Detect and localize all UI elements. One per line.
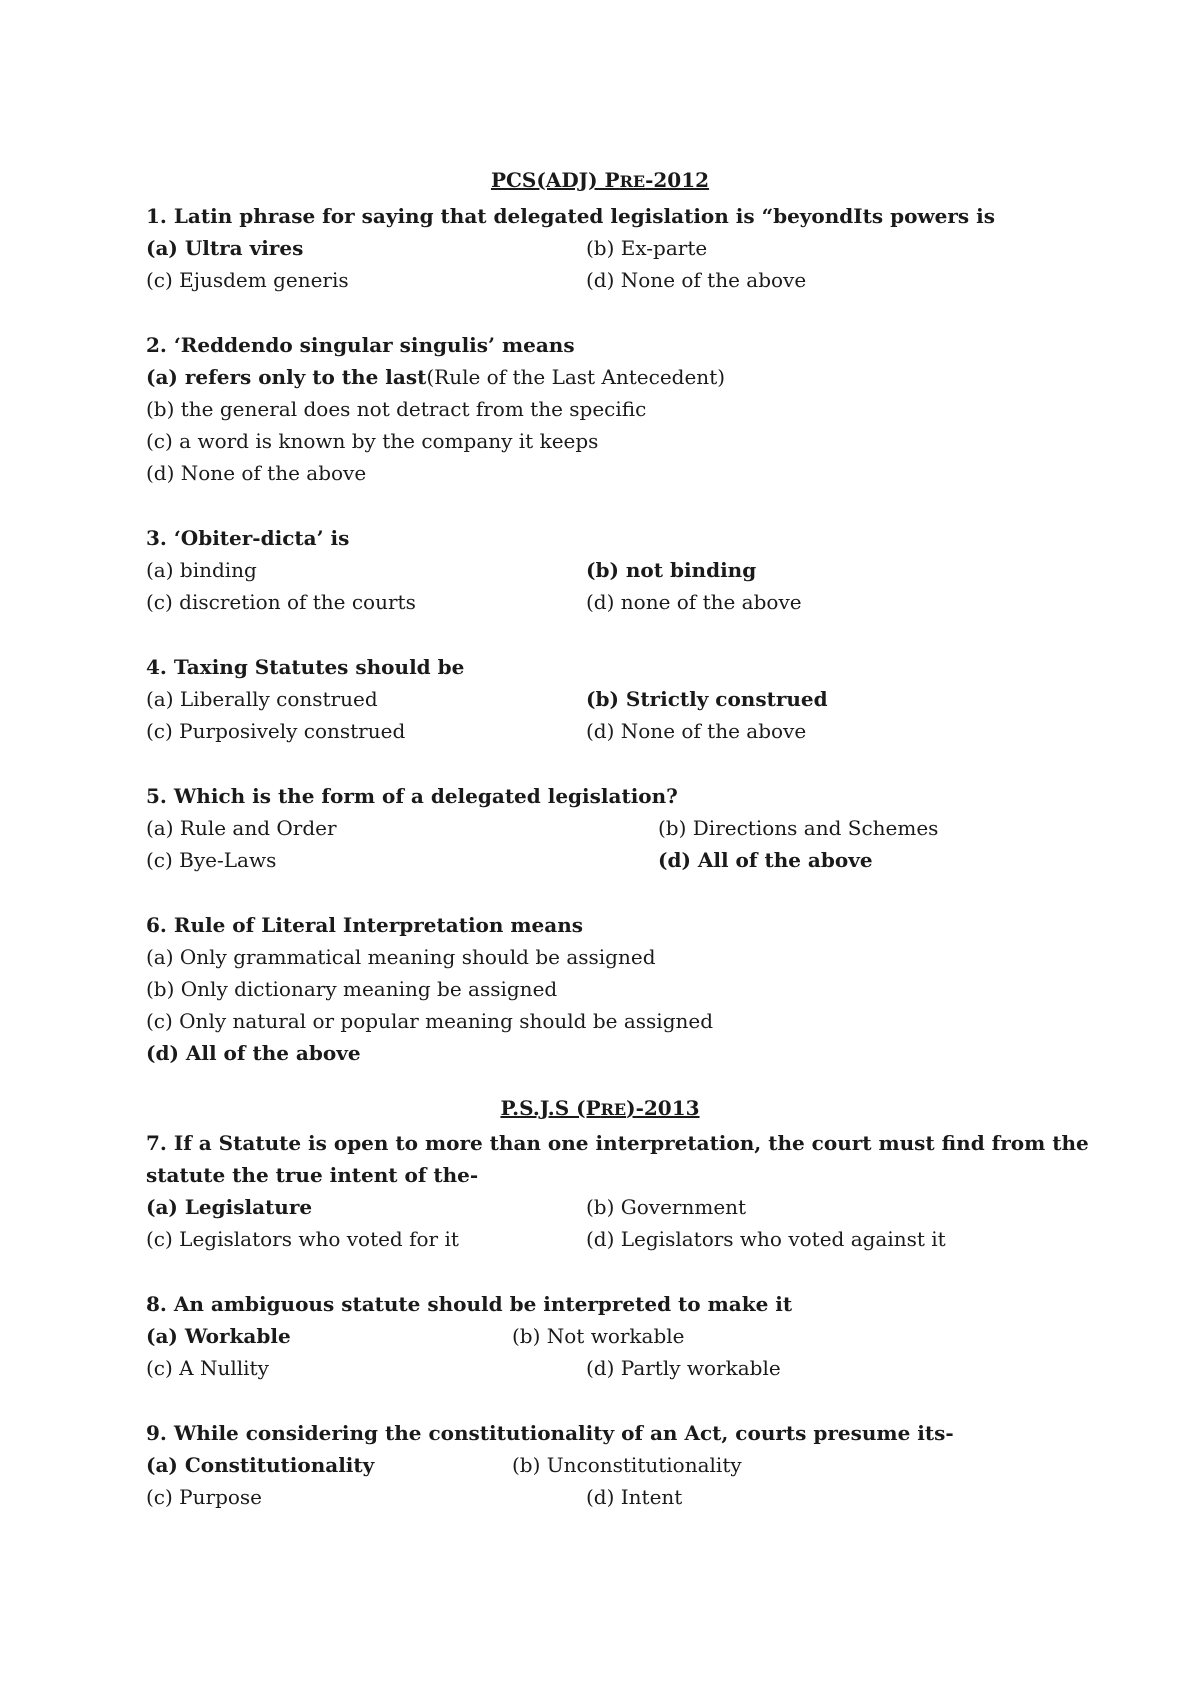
- heading-text: P.S.J.S (P: [500, 1096, 601, 1120]
- q2-option-a: [146, 364, 725, 390]
- question-7-line-2: statute the true intent of the-: [146, 1163, 479, 1187]
- question-7-line-1: 7. If a Statute is open to more than one interpretation, the court must find from the: [146, 1131, 1089, 1155]
- heading-smallcaps: RE: [619, 172, 646, 191]
- q8-option-d: (d) Partly workable: [586, 1356, 781, 1380]
- q6-option-c: (c) Only natural or popular meaning should be assigned: [146, 1009, 714, 1033]
- q1-option-b: (b) Ex-parte: [586, 236, 708, 260]
- q4-option-d: (d) None of the above: [586, 719, 807, 743]
- q6-option-b: (b) Only dictionary meaning be assigned: [146, 977, 558, 1001]
- q9-option-b: (b) Unconstitutionality: [512, 1453, 742, 1477]
- q6-option-d: (d) All of the above: [146, 1041, 361, 1065]
- question-2: 2. ‘Reddendo singular singulis’ means: [146, 333, 575, 357]
- q1-option-c: (c) Ejusdem generis: [146, 268, 349, 292]
- q3-option-a: (a) binding: [146, 558, 257, 582]
- heading-year: )-2013: [626, 1096, 700, 1120]
- question-3: 3. ‘Obiter-dicta’ is: [146, 526, 350, 550]
- q8-option-b: (b) Not workable: [512, 1324, 685, 1348]
- q5-option-c: (c) Bye-Laws: [146, 848, 277, 872]
- question-1: 1. Latin phrase for saying that delegated legislation is “beyondIts powers is: [146, 204, 995, 228]
- q4-option-b: (b) Strictly construed: [586, 687, 828, 711]
- q3-option-c: (c) discretion of the courts: [146, 590, 416, 614]
- q2-option-a-answer: (a) refers only to the last: [146, 365, 427, 389]
- q5-option-b: (b) Directions and Schemes: [658, 816, 939, 840]
- q8-option-c: (c) A Nullity: [146, 1356, 269, 1380]
- q2-option-c: (c) a word is known by the company it keeps: [146, 429, 599, 453]
- question-8: 8. An ambiguous statute should be interpreted to make it: [146, 1292, 793, 1316]
- q1-option-d: (d) None of the above: [586, 268, 807, 292]
- section-heading-psjs-2013: [0, 1095, 1200, 1123]
- q5-option-d: (d) All of the above: [658, 848, 873, 872]
- q9-option-a: (a) Constitutionality: [146, 1453, 375, 1477]
- q9-option-c: (c) Purpose: [146, 1485, 263, 1509]
- q4-option-c: (c) Purposively construed: [146, 719, 406, 743]
- question-4: 4. Taxing Statutes should be: [146, 655, 465, 679]
- question-9: 9. While considering the constitutionality of an Act, courts presume its-: [146, 1421, 954, 1445]
- heading-smallcaps: RE: [600, 1100, 627, 1119]
- q7-option-d: (d) Legislators who voted against it: [586, 1227, 946, 1251]
- q2-option-a-note: (Rule of the Last Antecedent): [426, 365, 726, 389]
- q7-option-b: (b) Government: [586, 1195, 747, 1219]
- question-6: 6. Rule of Literal Interpretation means: [146, 913, 584, 937]
- q3-option-b: (b) not binding: [586, 558, 757, 582]
- q8-option-a: (a) Workable: [146, 1324, 291, 1348]
- q7-option-c: (c) Legislators who voted for it: [146, 1227, 459, 1251]
- q1-option-a: (a) Ultra vires: [146, 236, 304, 260]
- q3-option-d: (d) none of the above: [586, 590, 802, 614]
- heading-text: PCS(ADJ) P: [490, 168, 620, 192]
- q2-option-b: (b) the general does not detract from the specific: [146, 397, 647, 421]
- q5-option-a: (a) Rule and Order: [146, 816, 337, 840]
- question-5: 5. Which is the form of a delegated legislation?: [146, 784, 678, 808]
- q6-option-a: (a) Only grammatical meaning should be assigned: [146, 945, 656, 969]
- q4-option-a: (a) Liberally construed: [146, 687, 378, 711]
- heading-year: -2012: [645, 168, 710, 192]
- q9-option-d: (d) Intent: [586, 1485, 683, 1509]
- q7-option-a: (a) Legislature: [146, 1195, 313, 1219]
- q2-option-d: (d) None of the above: [146, 461, 367, 485]
- section-heading-pcs-adj-2012: [0, 167, 1200, 195]
